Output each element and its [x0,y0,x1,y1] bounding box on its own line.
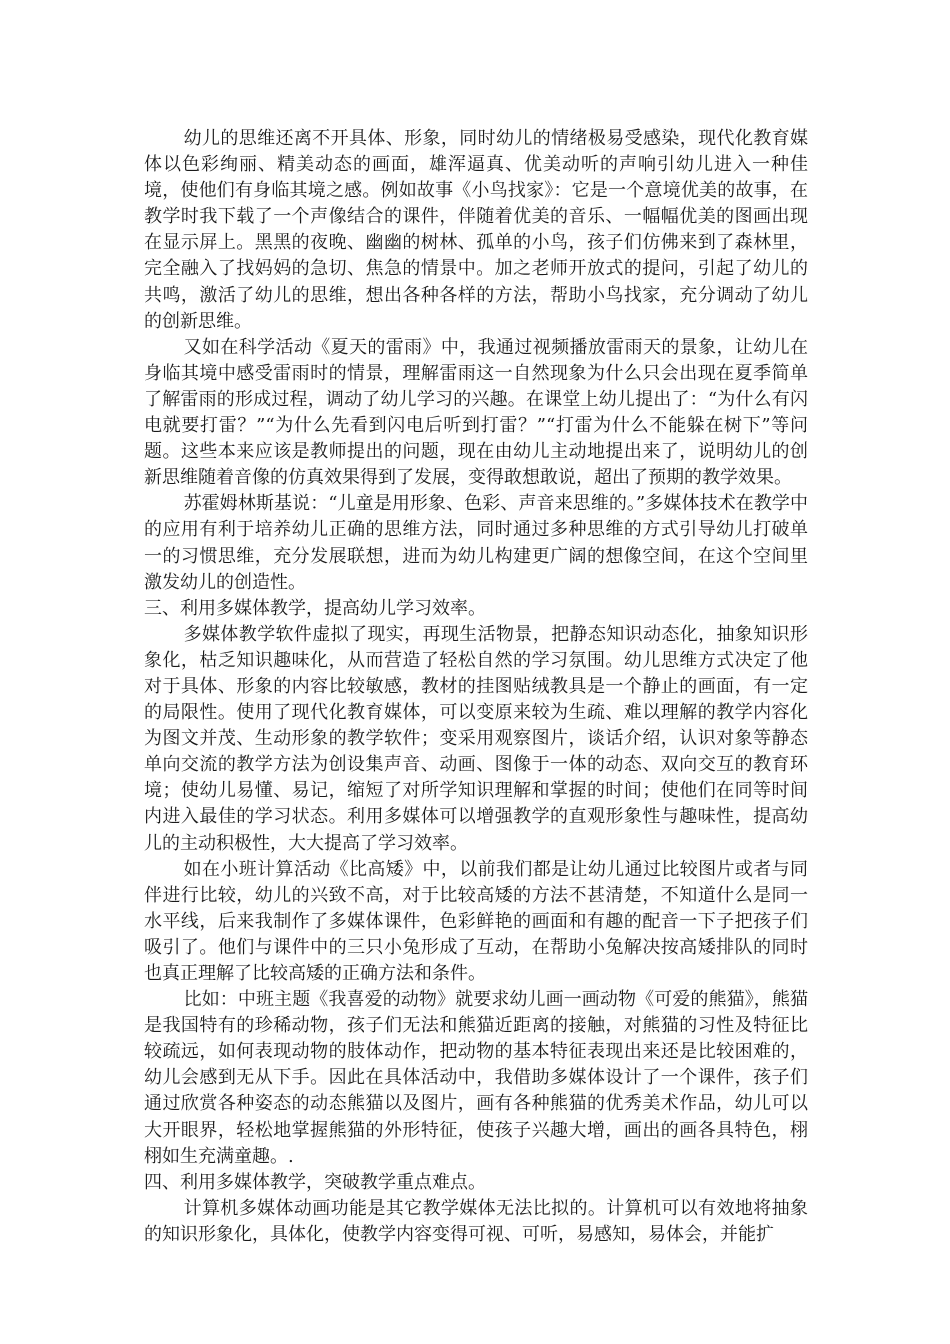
paragraph: 幼儿的思维还离不开具体、形象，同时幼儿的情绪极易受感染，现代化教育媒体以色彩绚丽、精美动态的画面，雄浑逼真、优美动听的声响引幼儿进入一种佳境，使他们有身临其境之感。例如故事《小鸟找家》：它是一个意境优美的故事，在教学时我下载了一个声像结合的课件，伴随着优美的音乐、一幅幅优美的图画出现在显示屏上。黑黑的夜晚、幽幽的树林、孤单的小鸟，孩子们仿佛来到了森林里，完全融入了找妈妈的急切、焦急的情景中。加之老师开放式的提问，引起了幼儿的共鸣，激活了幼儿的思维，想出各种各样的方法，帮助小鸟找家，充分调动了幼儿的创新思维。 [144,128,808,332]
paragraph: 又如在科学活动《夏天的雷雨》中，我通过视频播放雷雨天的景象，让幼儿在身临其境中感受雷雨时的情景，理解雷雨这一自然现象为什么只会出现在夏季简单了解雷雨的形成过程，调动了幼儿学习的兴趣。在课堂上幼儿提出了：“为什么有闪电就要打雷？”“为什么先看到闪电后听到打雷？”“打雷为什么不能躲在树下”等问题。这些本来应该是教师提出的问题，现在由幼儿主动地提出来了，说明幼儿的创新思维随着音像的仿真效果得到了发展，变得敢想敢说，超出了预期的教学效果。 [144,336,808,489]
paragraph: 多媒体教学软件虚拟了现实，再现生活物景，把静态知识动态化，抽象知识形象化，枯乏知识趣味化，从而营造了轻松自然的学习氛围。幼儿思维方式决定了他对于具体、形象的内容比较敏感，教材的挂图贴绒教具是一个静止的画面，有一定的局限性。使用了现代化教育媒体，可以变原来较为生疏、难以理解的教学内容化为图文并茂、生动形象的教学软件；变采用观察图片，谈话介绍，认识对象等静态单向交流的教学方法为创设集声音、动画、图像于一体的动态、双向交互的教育环境；使幼儿易懂、易记，缩短了对所学知识理解和掌握的时间；使他们在同等时间内进入最佳的学习状态。利用多媒体可以增强教学的直观形象性与趣味性，提高幼儿的主动积极性，大大提高了学习效率。 [144,623,808,854]
section-heading: 三、利用多媒体教学，提高幼儿学习效率。 [144,597,486,619]
paragraph: 苏霍姆林斯基说：“儿童是用形象、色彩、声音来思维的。”多媒体技术在教学中的应用有利于培养幼儿正确的思维方法，同时通过多种思维的方式引导幼儿打破单一的习惯思维，充分发展联想，进而为幼儿构建更广阔的想像空间，在这个空间里激发幼儿的创造性。 [144,493,808,593]
paragraph: 计算机多媒体动画功能是其它教学媒体无法比拟的。计算机可以有效地将抽象的知识形象化，具体化，使教学内容变得可视、可听，易感知，易体会，并能扩 [144,1197,808,1245]
paragraph: 比如：中班主题《我喜爱的动物》就要求幼儿画一画动物《可爱的熊猫》，熊猫是我国特有的珍稀动物，孩子们无法和熊猫近距离的接触，对熊猫的习性及特征比较疏远，如何表现动物的肢体动作，把动物的基本特征表现出来还是比较困难的，幼儿会感到无从下手。因此在具体活动中，我借助多媒体设计了一个课件，孩子们通过欣赏各种姿态的动态熊猫以及图片，画有各种熊猫的优秀美术作品，幼儿可以大开眼界，轻松地掌握熊猫的外形特征，使孩子兴趣大增，画出的画各具特色，栩栩如生充满童趣。. [144,989,808,1167]
section-heading: 四、利用多媒体教学，突破教学重点难点。 [144,1171,486,1193]
paragraph: 如在小班计算活动《比高矮》中，以前我们都是让幼儿通过比较图片或者与同伴进行比较，幼儿的兴致不高，对于比较高矮的方法不甚清楚，不知道什么是同一水平线，后来我制作了多媒体课件，色彩鲜艳的画面和有趣的配音一下子把孩子们吸引了。他们与课件中的三只小兔形成了互动，在帮助小兔解决按高矮排队的同时也真正理解了比较高矮的正确方法和条件。 [144,858,808,984]
document-body [144,126,808,1248]
